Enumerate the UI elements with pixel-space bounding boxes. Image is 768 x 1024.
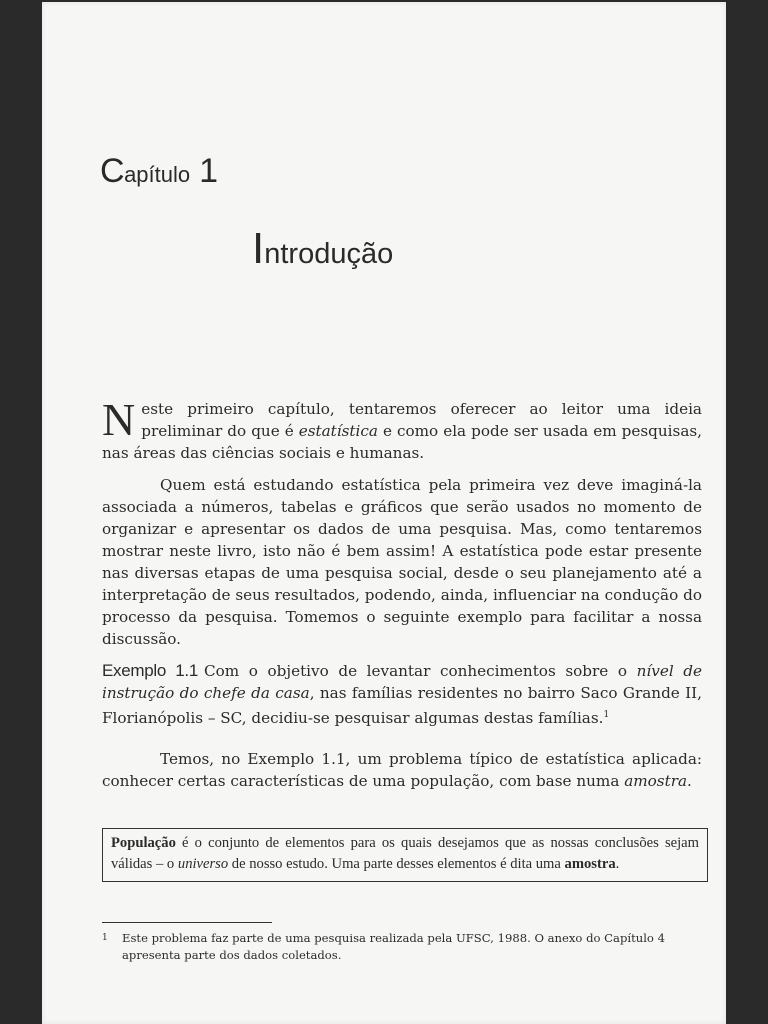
- chapter-title: [252, 224, 393, 274]
- example-text-a: Com o objetivo de levantar conhecimentos sobre o: [203, 662, 637, 680]
- paragraph-intro-text-b: e como ela pode ser usada em pesquisas, nas áreas das ciências sociais e humanas.: [102, 422, 702, 462]
- definition-text-b: de nosso estudo. Uma parte desses elementos é dita uma: [228, 856, 565, 872]
- example-label: Exemplo 1.1: [102, 661, 198, 680]
- chapter-label-rest: apítulo: [124, 162, 191, 187]
- definition-emphasis: universo: [177, 856, 229, 872]
- chapter-label-initial: C: [100, 152, 125, 190]
- paragraph-intro-text-a: este primeiro capítulo, tentaremos oferecer ao leitor uma ideia preliminar do que é: [141, 400, 702, 440]
- example-text-b: , nas famílias residentes no bairro Saco Grande II, Florianópolis – SC, decidiu-se pesquisar algumas destas famílias.: [102, 684, 702, 728]
- definition-text-c: .: [615, 856, 620, 872]
- paragraph-applied-emphasis: amostra: [624, 772, 688, 790]
- chapter-title-initial: I: [252, 224, 265, 273]
- drop-cap: N: [102, 394, 136, 445]
- definition-box: [102, 828, 708, 882]
- footnote-text: Este problema faz parte de uma pesquisa realizada pela UFSC, 1988. O anexo do Capítulo 4 apresenta parte dos dados coletados.: [122, 931, 665, 962]
- footnote-divider: [102, 922, 272, 923]
- paragraph-context: Quem está estudando estatística pela primeira vez deve imaginá-la associada a números, tabelas e gráficos que serão usados no momento de organizar e apresentar os dados de uma pesquisa. Mas, como tentaremos mostrar neste livro, isto não é bem assim! A estatística pode estar presente nas diversas etapas de uma pesquisa social, desde o seu planejamento até a interpretação de seus resultados, podendo, ainda, influenciar na condução do processo da pesquisa. Tomemos o seguinte exemplo para facilitar a nossa discussão.: [102, 476, 702, 648]
- example-paragraph: [102, 660, 702, 729]
- definition-term-sample: amostra: [564, 856, 616, 872]
- paragraph-intro: [102, 394, 702, 464]
- example-emphasis: nível de instrução do chefe da casa: [102, 662, 702, 702]
- definition-term-population: População: [111, 835, 176, 851]
- definition-text-a: é o conjunto de elementos para os quais desejamos que as nossas conclusões sejam válidas – o: [111, 835, 699, 872]
- paragraph-applied-problem: [102, 748, 702, 792]
- paragraph-intro-emphasis: estatística: [298, 422, 378, 440]
- book-page: [42, 2, 726, 1024]
- chapter-label: [100, 152, 218, 191]
- footnote-number: 1: [102, 933, 108, 943]
- paragraph-applied-text-b: .: [687, 772, 692, 790]
- footnote-reference[interactable]: 1: [603, 710, 610, 720]
- chapter-number: 1: [199, 152, 218, 190]
- paragraph-applied-text-a: Temos, no Exemplo 1.1, um problema típico de estatística aplicada: conhecer certas características de uma população, com base numa: [102, 750, 702, 790]
- chapter-title-rest: ntrodução: [264, 238, 394, 270]
- footnote: [102, 930, 702, 964]
